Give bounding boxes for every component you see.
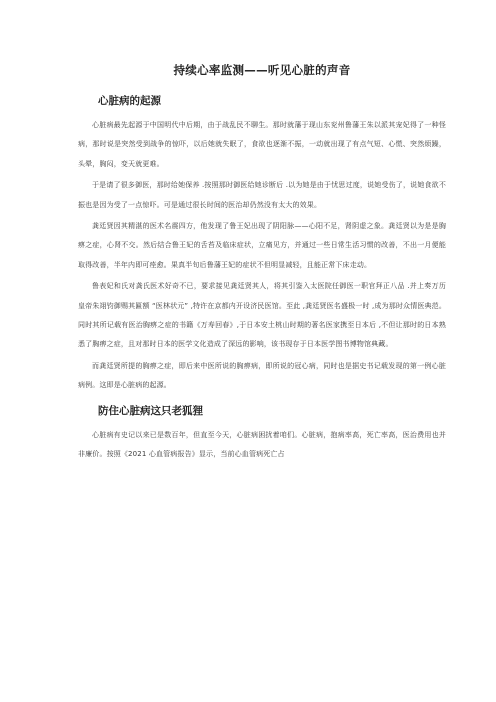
- section-heading-prevention: 防住心脏病这只老狐狸: [98, 404, 203, 417]
- paragraph: 心脏病最先起源于中国明代中后期，由于战乱民不聊生。那时就藩于现山东兖州鲁藩王朱以派其宠妃得了一种怪病，那时说是突然受到战争的惊吓，以后她就失眠了，食欲也逐渐不振，一动就出现了有点气短、心慌、突然烦躁，头晕，胸闷，变天就更难。: [78, 121, 446, 168]
- paragraph: 鲁表妃和氏对龚氏医术好奇不已，要求接见龚廷贤其人，将其引鉴入太医院任御医一职官拜正八品 .并上奏万历皇帝朱翊钧御赐其匾额 “医林状元” ,特许在京都内开设济民医馆。至此 ,龚廷贤医名盛极一时 ,成为那时众情医典范。同时其所记载有医治胸痹之症的书籍《万寿回春》,于日本安土桃山时期的著名医家携至日本后 ,不但让那时的日本熟悉了胸痹之症，且对那时日本的医学文化造成了深远的影响，该书现存于日本医学图书博物馆典藏。: [78, 282, 446, 349]
- section-heading-origin: 心脏病的起源: [98, 95, 161, 107]
- paragraph: 龚廷贤因其精湛的医术名震四方，他发现了鲁王妃出现了阴阳脉——心阳不足，肾阴虚之象。龚廷贤以为是是胸痹之症，心肾不交。然后结合鲁王妃的舌苔及临床症状，立痛见方，并通过一些日常生活习惯的改善，不出一月便能取得改善，半年内即可痊愈。果真半旬后鲁藩王妃的症状不但明显减轻，且能正常下床走动。: [78, 222, 446, 269]
- paragraph: 而龚廷贤所提的胸痹之症，即后来中医所说的胸痹病，即所说的冠心病，同时也是据史书记载发现的第一例心脏病例。这即是心脏病的起源。: [78, 361, 446, 390]
- document-title: 持续心率监测——听见心脏的声音: [173, 63, 351, 77]
- paragraph: 于是请了很多御医，那时给她保养 .按照那时御医给她诊断后 .以为她是由于忧思过度，说她受伤了，说她食欲不振也是因为受了一点惊吓。可是通过很长时间的医治却仍然没有太大的效果。: [78, 181, 446, 209]
- paragraph: 心脏病有史记以来已是数百年，但直至今天，心脏病困扰着咱们。心脏病，抱病率高，死亡率高，医治费用也并非廉价。按照《2021 心血管病报告》显示，当前心血管病死亡占: [78, 430, 446, 459]
